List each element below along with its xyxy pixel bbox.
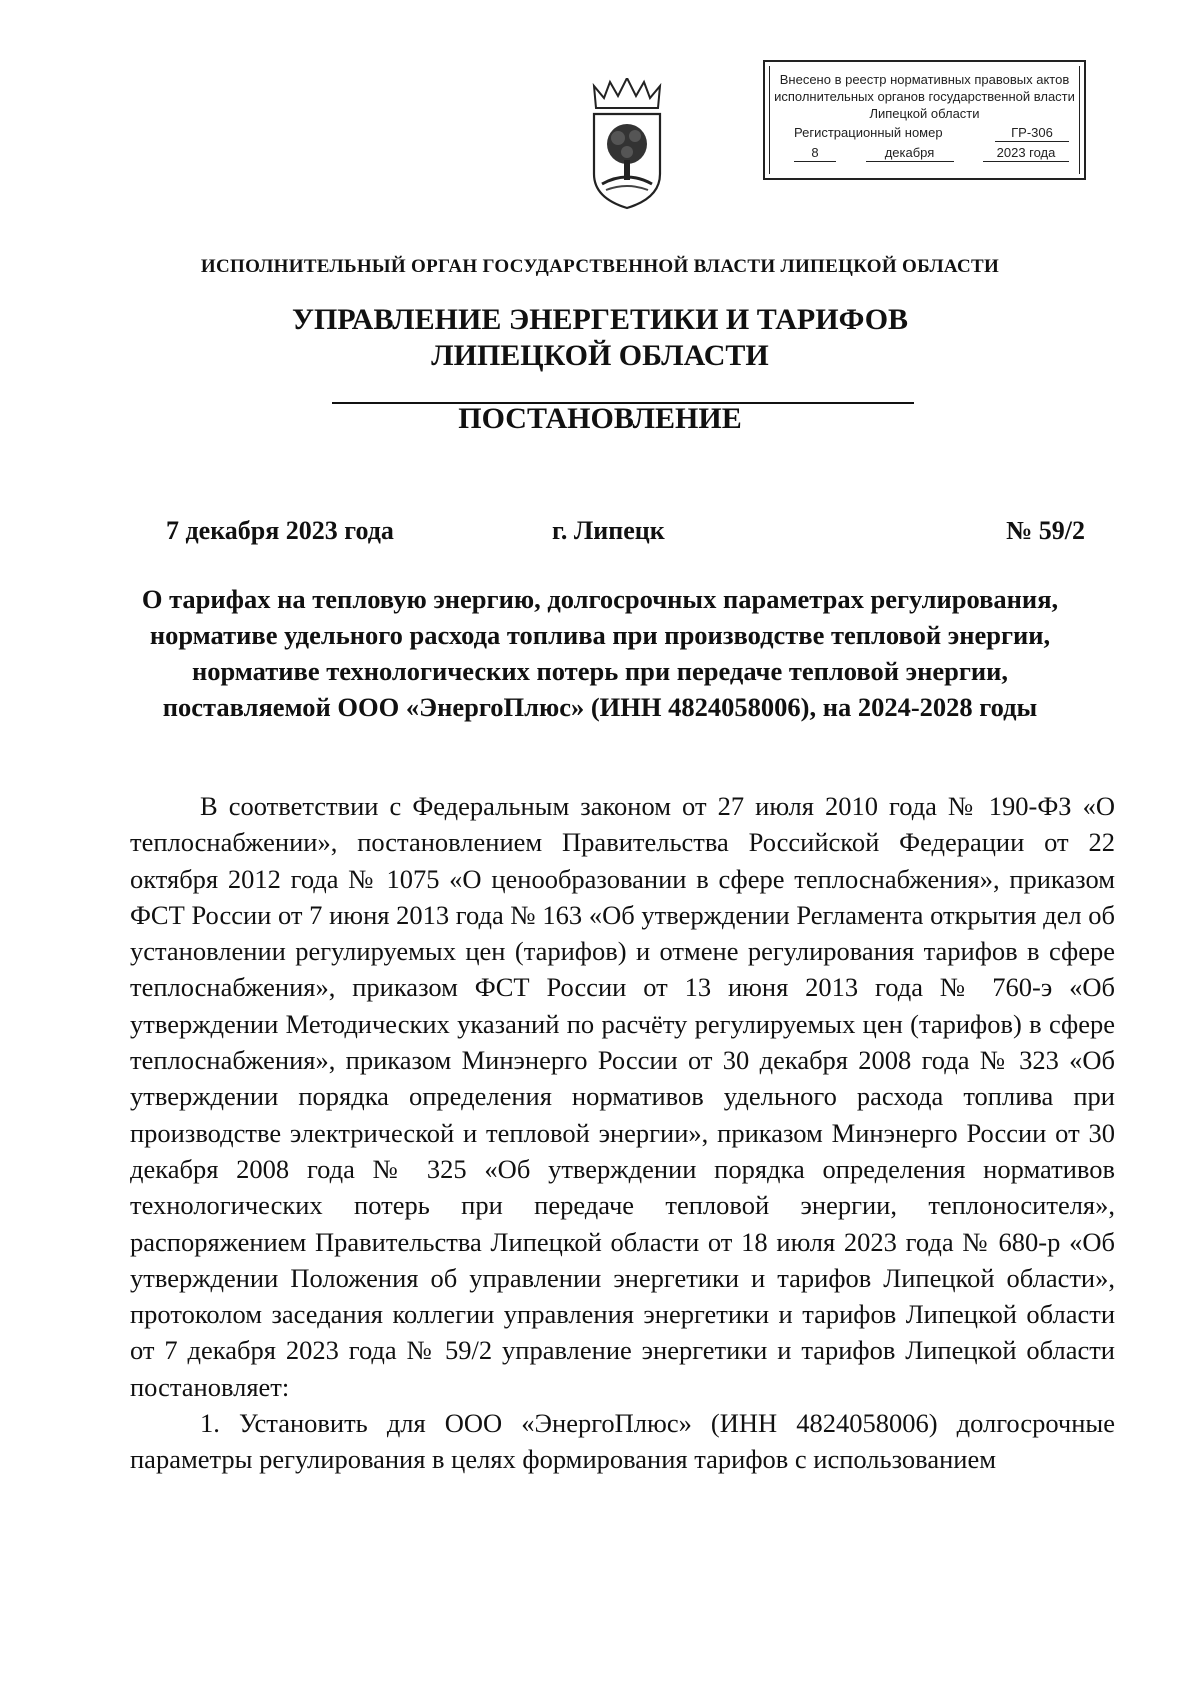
body-paragraph: В соответствии с Федеральным законом от 27 июля 2010 года № 190-ФЗ «О теплоснабжении», постановлением Правительства Российской Федерации от 22 октября 2012 года № 1075 «О ценообразовании в сфере теплоснабжения», приказом ФСТ России от 7 июня 2013 года № 163 «Об утверждении Регламента открытия дел об установлении регулируемых цен (тарифов) и отмене регулирования тарифов в сфере теплоснабжения», приказом ФСТ России от 13 июня 2013 года № 760-э «Об утверждении Методических указаний по расчёту регулируемых цен (тарифов) в сфере теплоснабжения», приказом Минэнерго России от 30 декабря 2008 года № 323 «Об утверждении порядка определения нормативов удельного расхода топлива при производстве электрической и тепловой энергии», приказом Минэнерго России от 30 декабря 2008 года № 325 «Об утверждении порядка определения нормативов технологических потерь при передаче тепловой энергии, теплоносителя», распоряжением Правительства Липецкой области от 18 июля 2023 года № 680-р «Об утверждении Положения об управлении энергетики и тарифов Липецкой области», протоколом заседания коллегии управления энергетики и тарифов Липецкой области от 7 декабря 2023 года № 59/2 управление энергетики и тарифов Липецкой области постановляет: [130, 791, 1115, 1402]
document-title: О тарифах на тепловую энергию, долгосрочных параметрах регулирования, нормативе удельного расхода топлива при производстве тепловой энергии, нормативе технологических потерь при передаче тепловой энергии, поставляемой ООО «ЭнергоПлюс» (ИНН 4824058006), на 2024-2028 годы [141, 584, 1059, 722]
document-number: № 59/2 [1006, 516, 1085, 545]
department-line-1: УПРАВЛЕНИЕ ЭНЕРГЕТИКИ И ТАРИФОВ [291, 303, 909, 336]
department-line-2: ЛИПЕЦКОЙ ОБЛАСТИ [431, 339, 769, 372]
body-paragraph: 1. Установить для ООО «ЭнергоПлюс» (ИНН 4824058006) долгосрочные параметры регулирования в целях формирования тарифов с использованием [130, 1408, 1115, 1475]
stamp-year: 2023 года [983, 144, 1069, 162]
department-heading [0, 302, 1200, 374]
stamp-registration-row [770, 124, 1079, 142]
document-body [130, 788, 1115, 1478]
stamp-date-row [770, 144, 1079, 162]
stamp-reg-number: ГР-306 [995, 124, 1069, 142]
registration-stamp [763, 60, 1086, 180]
stamp-header: Внесено в реестр нормативных правовых актов исполнительных органов государственной власти Липецкой области [774, 72, 1075, 121]
stamp-reg-label: Регистрационный номер [794, 125, 943, 140]
authority-heading: ИСПОЛНИТЕЛЬНЫЙ ОРГАН ГОСУДАРСТВЕННОЙ ВЛАСТИ ЛИПЕЦКОЙ ОБЛАСТИ [200, 256, 1000, 277]
document-date: 7 декабря 2023 года [166, 516, 394, 545]
document-city: г. Липецк [552, 516, 665, 545]
stamp-month: декабря [866, 144, 954, 162]
stamp-day: 8 [794, 144, 836, 162]
coat-of-arms-icon [588, 78, 666, 210]
document-type: ПОСТАНОВЛЕНИЕ [458, 402, 742, 435]
